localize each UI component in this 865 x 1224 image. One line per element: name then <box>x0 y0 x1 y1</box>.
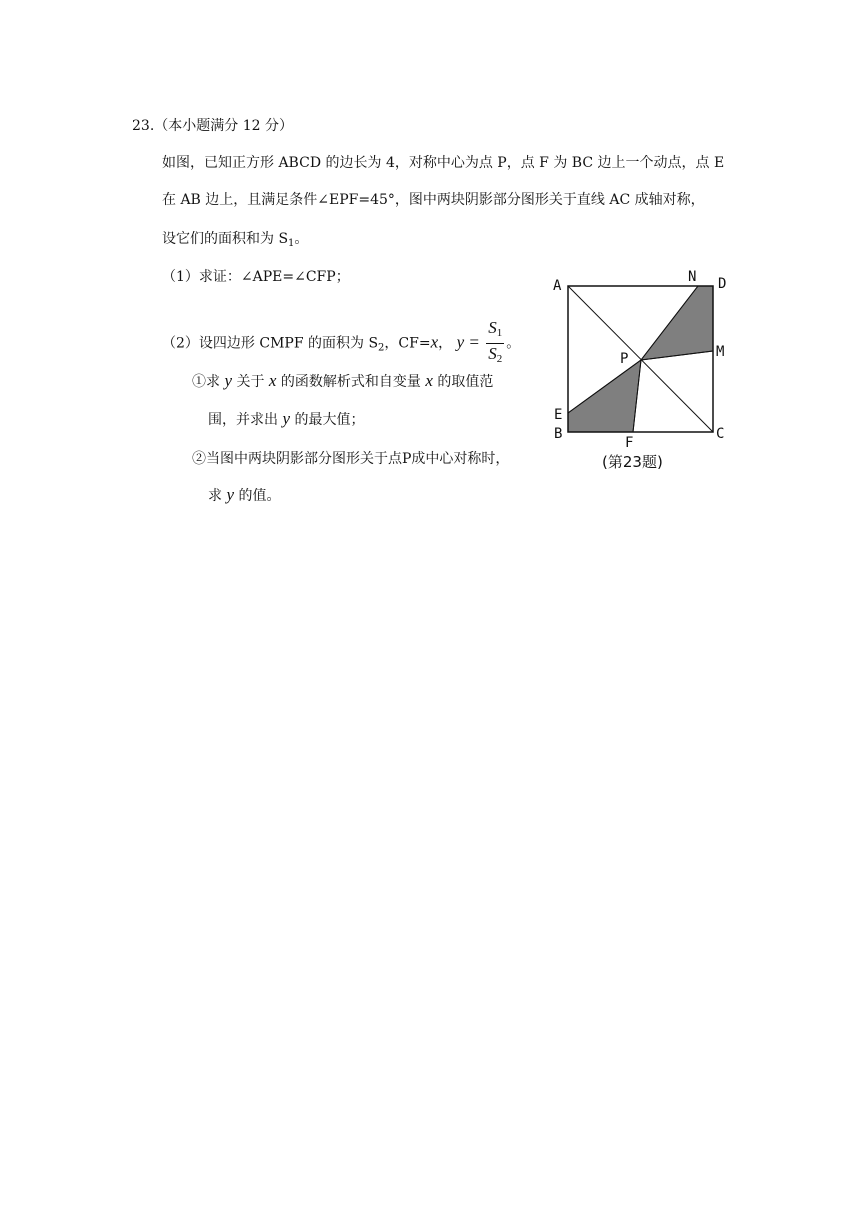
label-c: C <box>716 426 725 442</box>
var-y: y <box>282 409 290 428</box>
problem-intro-line-2: 在 AB 边上，且满足条件∠EPF=45°，图中两块阴影部分图形关于直线 AC 成轴对称， <box>162 192 705 208</box>
text: 的最大值； <box>290 412 365 428</box>
fraction-numerator <box>486 318 504 344</box>
text: 的函数解析式和自变量 <box>276 374 426 390</box>
var-x: x <box>268 371 277 390</box>
label-p: P <box>620 351 629 367</box>
shaded-region-upper <box>641 286 713 360</box>
sub-question-1-line-2 <box>208 410 364 429</box>
intro-end: 。 <box>294 231 309 247</box>
numerator-s: S <box>488 318 497 337</box>
text: 的值。 <box>234 488 281 504</box>
subscript-1: 1 <box>288 238 295 249</box>
label-d: D <box>718 276 727 292</box>
text: 的取值范 <box>432 374 494 390</box>
problem-intro-line-1: 如图，已知正方形 ABCD 的边长为 4，对称中心为点 P，点 F 为 BC 边上一个动点，点 E <box>162 155 725 171</box>
fraction-s1-over-s2 <box>486 318 504 369</box>
shaded-region-lower <box>568 360 641 432</box>
y-equals: y = <box>456 332 480 352</box>
label-n: N <box>688 269 697 285</box>
label-f: F <box>625 435 634 451</box>
part-2-sep: ， <box>438 335 453 352</box>
text: 关于 <box>232 374 269 390</box>
text: ①求 <box>192 374 225 390</box>
part-2 <box>162 318 520 369</box>
intro-text: 设它们的面积和为 S <box>162 231 289 247</box>
text: 围，并求出 <box>208 412 283 428</box>
fraction-denominator <box>486 344 504 369</box>
subscript-2: 2 <box>378 342 385 354</box>
sub-question-2-line-1: ②当图中两块阴影部分图形关于点P成中心对称时， <box>192 451 510 467</box>
label-m: M <box>716 344 725 360</box>
sub-question-1-line-1 <box>192 372 493 391</box>
part-2-cf: ，CF= <box>384 335 431 352</box>
label-a: A <box>553 278 562 294</box>
denominator-sub: 2 <box>496 353 503 365</box>
label-b: B <box>554 426 563 442</box>
var-x: x <box>430 332 439 352</box>
part-2-end: 。 <box>506 335 521 352</box>
text: 求 <box>208 488 227 504</box>
geometry-figure <box>548 266 748 476</box>
problem-intro-line-3 <box>162 230 308 253</box>
numerator-sub: 1 <box>496 327 503 339</box>
part-2-text: （2）设四边形 CMPF 的面积为 S <box>162 335 379 352</box>
var-x: x <box>425 371 433 390</box>
var-y: y <box>226 485 234 504</box>
denominator-s: S <box>488 344 497 363</box>
figure-caption: (第23题) <box>602 453 663 471</box>
var-y: y <box>224 371 232 390</box>
problem-header: 23.（本小题满分 12 分） <box>132 118 293 134</box>
sub-question-2-line-2 <box>208 486 280 505</box>
label-e: E <box>554 407 563 423</box>
part-1: （1）求证：∠APE=∠CFP； <box>162 269 350 285</box>
